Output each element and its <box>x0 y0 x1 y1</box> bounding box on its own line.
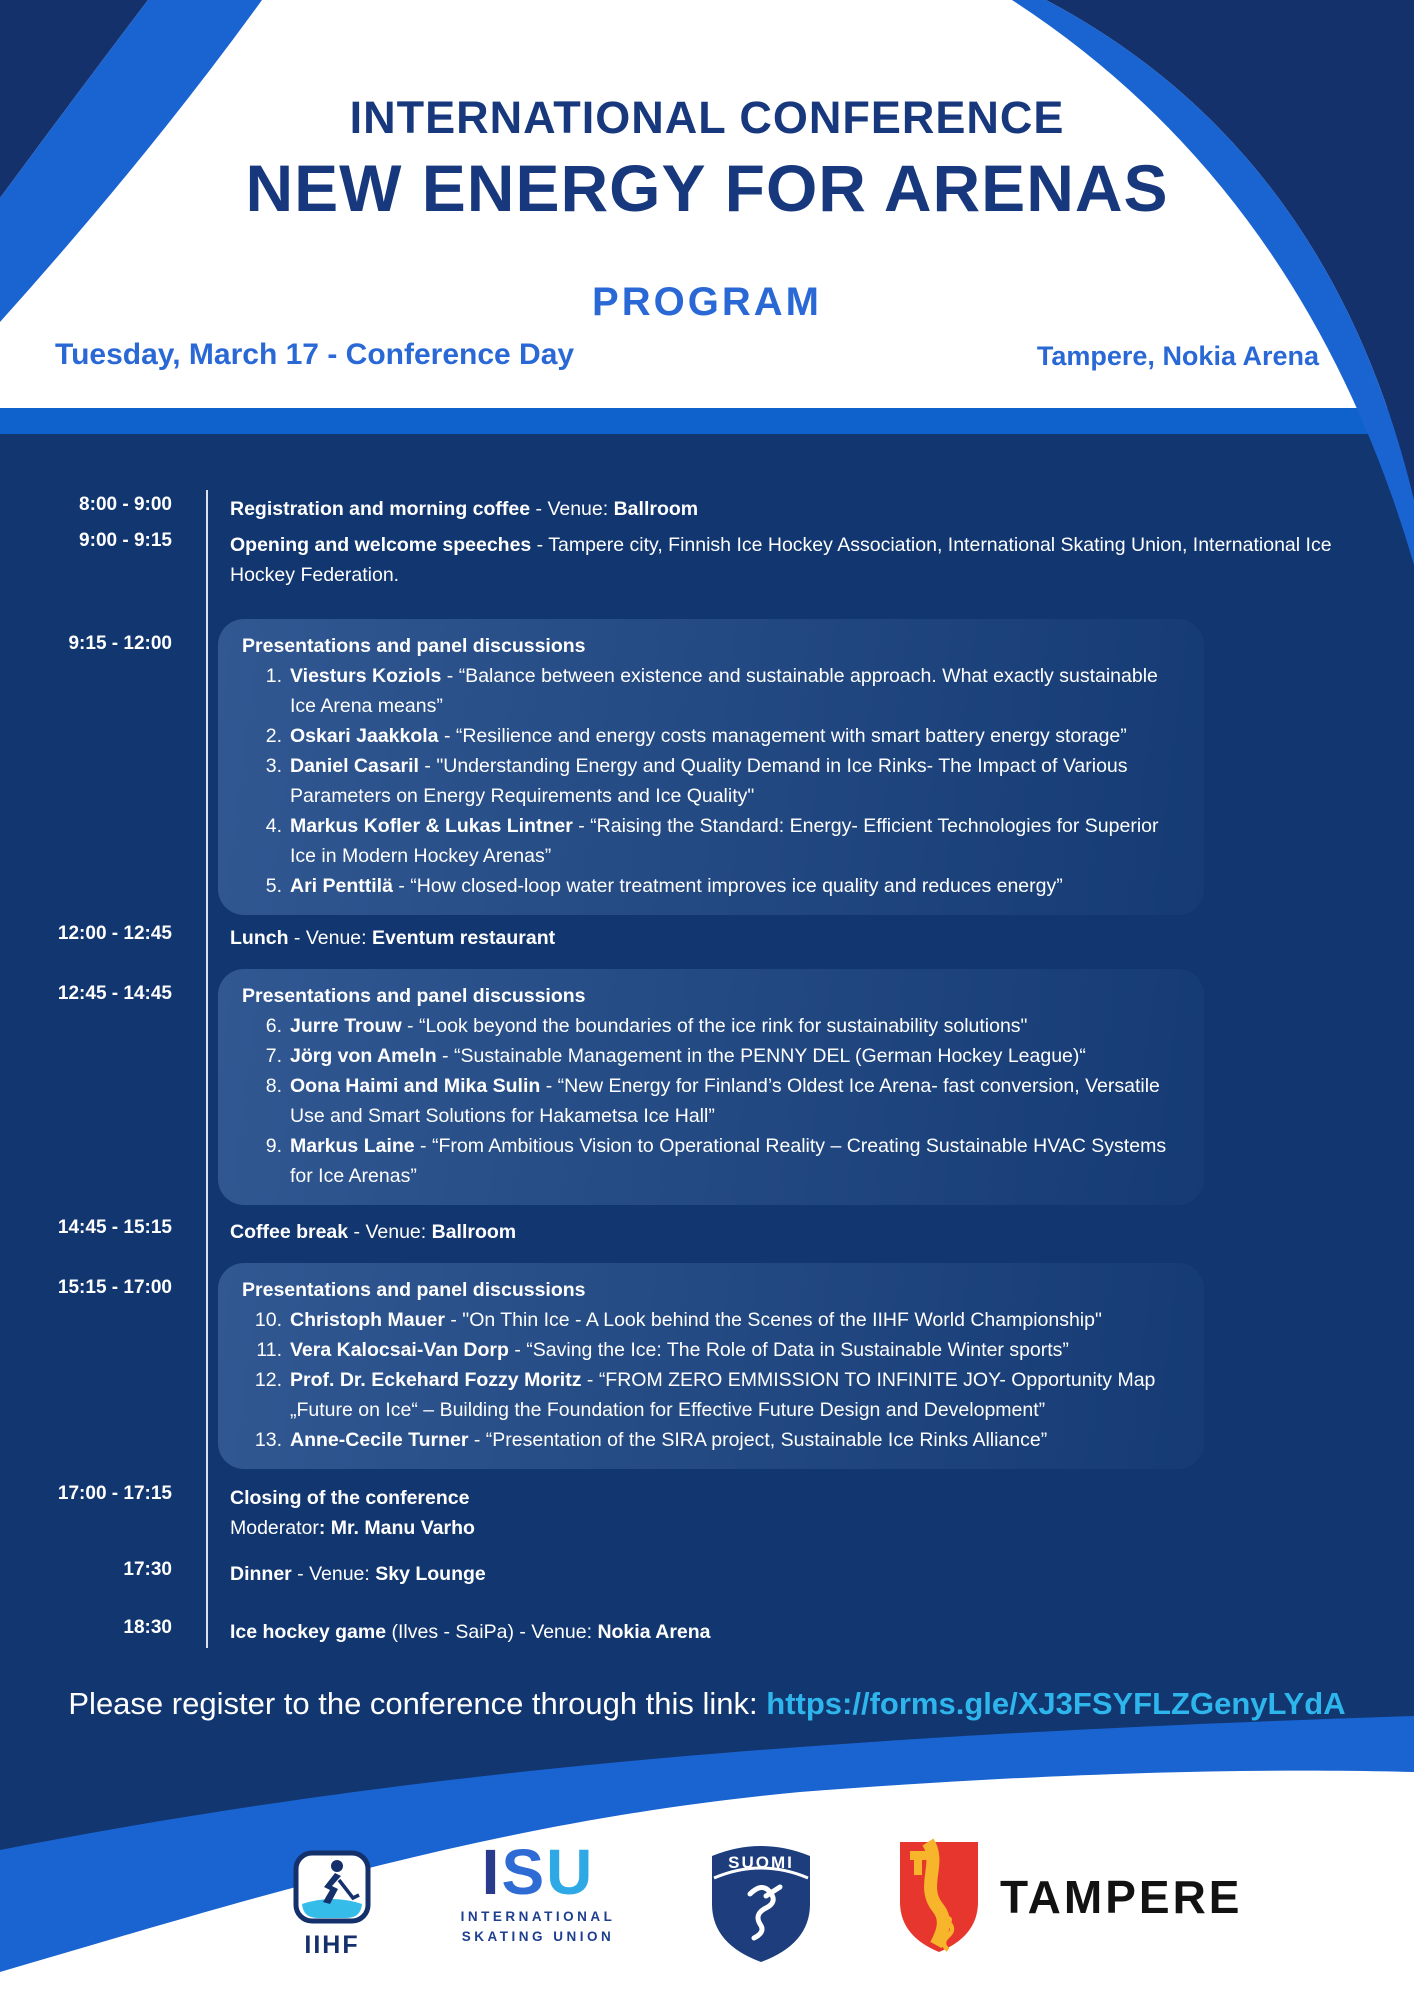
event-description <box>230 1217 1344 1247</box>
registration-note <box>0 1686 1414 1722</box>
text-segment: Eventum restaurant <box>371 927 556 949</box>
tampere-wordmark: TAMPERE <box>1000 1871 1243 1923</box>
schedule-row-hockey-game <box>0 1617 1414 1647</box>
talk-title: - “Resilience and energy costs management with smart battery energy storage” <box>438 725 1127 747</box>
text-segment: Sky Lounge <box>375 1563 486 1585</box>
speaker-name: Jurre Trouw <box>290 1015 402 1037</box>
item-number: 4. <box>265 815 282 837</box>
registration-text: Please register to the conference through this link: <box>68 1686 767 1721</box>
schedule-row-closing <box>0 1483 1414 1543</box>
item-number: 10. <box>254 1309 282 1331</box>
text-segment: Registration and morning coffee <box>230 498 531 520</box>
event-description <box>230 1559 1344 1589</box>
talk-title: - “Saving the Ice: The Role of Data in Sustainable Winter sports” <box>508 1339 1069 1361</box>
item-text <box>290 1131 1180 1191</box>
item-number: 11. <box>256 1339 282 1361</box>
isu-subtitle: SKATING UNION <box>461 1929 615 1944</box>
isu-letter: S <box>501 1836 547 1908</box>
item-text <box>290 871 1180 901</box>
session-panel <box>218 969 1204 1205</box>
item-text <box>290 661 1180 721</box>
time-slot: 15:15 - 17:00 <box>57 1277 172 1298</box>
iihf-logo <box>292 1850 372 1960</box>
text-segment: Lunch <box>230 927 289 949</box>
speaker-name: Markus Kofler & Lukas Lintner <box>290 815 573 837</box>
time-slot: 14:45 - 15:15 <box>57 1217 172 1238</box>
presentation-item <box>242 1041 1180 1071</box>
item-number: 7. <box>265 1045 282 1067</box>
item-number: 2. <box>265 725 282 747</box>
talk-title: - “Raising the Standard: Energy- Efficient Technologies for Superior Ice in Modern Hockey Arenas” <box>290 815 1159 867</box>
item-number: 12. <box>254 1369 282 1391</box>
iihf-emblem-icon <box>293 1850 371 1924</box>
schedule-row-session-afternoon1 <box>0 969 1414 1205</box>
session-panel <box>218 1263 1204 1469</box>
iihf-ice-swoosh <box>302 1899 362 1918</box>
presentation-item <box>242 1365 1180 1425</box>
text-segment: - Venue: <box>348 1221 432 1243</box>
tampere-coat-of-arms-icon <box>896 1838 982 1956</box>
presentation-item <box>242 871 1180 901</box>
speaker-name: Ari Penttilä <box>290 875 393 897</box>
text-segment: Nokia Arena <box>597 1621 711 1643</box>
text-segment: Closing of the conference <box>230 1487 470 1509</box>
event-description <box>230 923 1344 953</box>
conference-title: NEW ENERGY FOR ARENAS <box>245 151 1169 225</box>
closing-line <box>230 1483 1344 1513</box>
text-segment: - Venue: <box>288 927 372 949</box>
speaker-name: Vera Kalocsai-Van Dorp <box>290 1339 509 1361</box>
isu-letter: U <box>546 1836 595 1908</box>
presentation-item <box>242 811 1180 871</box>
schedule-row-session-afternoon2 <box>0 1263 1414 1469</box>
talk-title: - “Sustainable Management in the PENNY DEL (German Hockey League)“ <box>436 1045 1086 1067</box>
item-number: 1. <box>265 665 282 687</box>
talk-title: - "Understanding Energy and Quality Demand in Ice Rinks- The Impact of Various Parameters on Energy Requirements and Ice Quality" <box>290 755 1128 807</box>
schedule-row-opening <box>0 530 1414 590</box>
talk-title: - “From Ambitious Vision to Operational Reality – Creating Sustainable HVAC Systems for Ice Arenas” <box>290 1135 1167 1187</box>
speaker-name: Jörg von Ameln <box>290 1045 437 1067</box>
time-slot: 12:45 - 14:45 <box>57 983 172 1004</box>
item-text <box>290 1071 1180 1131</box>
event-description <box>230 530 1344 590</box>
item-text <box>290 1041 1180 1071</box>
text-segment: : Mr. Manu Varho <box>318 1517 475 1539</box>
time-slot: 17:00 - 17:15 <box>57 1483 172 1504</box>
item-text <box>290 1305 1180 1335</box>
time-slot: 17:30 <box>123 1559 172 1580</box>
suomi-crest-logo <box>702 1832 820 1971</box>
presentation-item <box>242 1131 1180 1191</box>
speaker-name: Prof. Dr. Eckehard Fozzy Moritz <box>290 1369 582 1391</box>
text-segment: Ballroom <box>431 1221 517 1243</box>
isu-wordmark <box>438 1836 638 1908</box>
isu-letter: I <box>481 1836 502 1908</box>
presentation-item <box>242 1425 1180 1455</box>
item-text <box>290 811 1180 871</box>
item-text <box>290 1011 1180 1041</box>
text-segment: - Tampere city, Finnish Ice Hockey Association, International Skating Union, International Ice Hockey Federation. <box>230 534 1332 586</box>
talk-title: - “Balance between existence and sustainable approach. What exactly sustainable Ice Arena means” <box>290 665 1158 717</box>
session-panel <box>218 619 1204 915</box>
event-description <box>230 494 1344 524</box>
moderator-line <box>230 1513 1344 1543</box>
talk-title: - “Presentation of the SIRA project, Sustainable Ice Rinks Alliance” <box>468 1429 1048 1451</box>
text-segment: (Ilves - SaiPa) - Venue: <box>386 1621 598 1643</box>
presentation-item <box>242 1335 1180 1365</box>
schedule-row-registration <box>0 494 1414 524</box>
item-number: 3. <box>265 755 282 777</box>
talk-title: - “Look beyond the boundaries of the ice rink for sustainability solutions" <box>401 1015 1028 1037</box>
speaker-name: Markus Laine <box>290 1135 415 1157</box>
event-description <box>230 1617 1344 1647</box>
text-segment: Dinner <box>230 1563 292 1585</box>
talk-title: - “New Energy for Finland’s Oldest Ice Arena- fast conversion, Versatile Use and Smart Solutions for Hakametsa Ice Hall” <box>290 1075 1160 1127</box>
speaker-name: Christoph Mauer <box>290 1309 445 1331</box>
session-heading: Presentations and panel discussions <box>242 985 586 1007</box>
time-slot: 9:15 - 12:00 <box>68 633 172 654</box>
time-slot: 9:00 - 9:15 <box>79 530 172 551</box>
time-slot: 12:00 - 12:45 <box>57 923 172 944</box>
speaker-name: Oona Haimi and Mika Sulin <box>290 1075 541 1097</box>
talk-title: - “How closed-loop water treatment improves ice quality and reduces energy” <box>392 875 1063 897</box>
item-number: 8. <box>265 1075 282 1097</box>
text-segment: Moderator <box>230 1517 319 1539</box>
presentation-item <box>242 1305 1180 1335</box>
session-heading: Presentations and panel discussions <box>242 1279 586 1301</box>
program-subtitle: PROGRAM <box>592 280 822 324</box>
item-text <box>290 1365 1180 1425</box>
schedule-row-coffee <box>0 1217 1414 1247</box>
item-number: 5. <box>265 875 282 897</box>
text-segment: - Venue: <box>291 1563 376 1585</box>
presentation-item <box>242 1011 1180 1041</box>
text-segment: Ballroom <box>613 498 699 520</box>
presentation-item <box>242 751 1180 811</box>
presentation-item <box>242 721 1180 751</box>
schedule <box>0 434 1414 1647</box>
time-slot: 8:00 - 9:00 <box>79 494 172 515</box>
speaker-name: Daniel Casaril <box>290 755 419 777</box>
speaker-name: Viesturs Koziols <box>290 665 442 687</box>
presentation-item <box>242 1071 1180 1131</box>
item-number: 6. <box>265 1015 282 1037</box>
registration-link[interactable]: https://forms.gle/XJ3FSYFLZGenyLYdA <box>766 1686 1346 1721</box>
suomi-label: SUOMI <box>728 1853 794 1872</box>
header-blue-band <box>0 408 1414 434</box>
text-segment: Coffee break <box>230 1221 349 1243</box>
speaker-name: Oskari Jaakkola <box>290 725 439 747</box>
text-segment: - Venue: <box>530 498 614 520</box>
text-segment: Opening and welcome speeches <box>230 534 532 556</box>
schedule-row-dinner <box>0 1559 1414 1589</box>
item-number: 13. <box>254 1429 282 1451</box>
conference-date: Tuesday, March 17 - Conference Day <box>55 338 575 371</box>
suomi-crest-icon <box>702 1832 820 1966</box>
item-number: 9. <box>265 1135 282 1157</box>
talk-title: - "On Thin Ice - A Look behind the Scenes of the IIHF World Championship" <box>444 1309 1102 1331</box>
item-text <box>290 1425 1180 1455</box>
talk-title: - “FROM ZERO EMMISSION TO INFINITE JOY- Opportunity Map „Future on Ice“ – Building the Foundation for Effective Future Design and Development” <box>290 1369 1156 1421</box>
tampere-logo <box>896 1838 1243 1956</box>
session-heading: Presentations and panel discussions <box>242 635 586 657</box>
iihf-label: IIHF <box>304 1931 360 1959</box>
item-text <box>290 751 1180 811</box>
item-text <box>290 1335 1180 1365</box>
isu-logo <box>438 1836 638 1944</box>
speaker-name: Anne-Cecile Turner <box>290 1429 469 1451</box>
conference-kicker: INTERNATIONAL CONFERENCE <box>349 92 1065 143</box>
schedule-row-session-morning <box>0 619 1414 915</box>
isu-subtitle: INTERNATIONAL <box>460 1909 616 1924</box>
time-slot: 18:30 <box>123 1617 172 1638</box>
event-description <box>230 1483 1344 1543</box>
schedule-row-lunch <box>0 923 1414 953</box>
conference-location: Tampere, Nokia Arena <box>1036 341 1319 371</box>
text-segment: Ice hockey game <box>230 1621 387 1643</box>
item-text <box>290 721 1180 751</box>
presentation-item <box>242 661 1180 721</box>
